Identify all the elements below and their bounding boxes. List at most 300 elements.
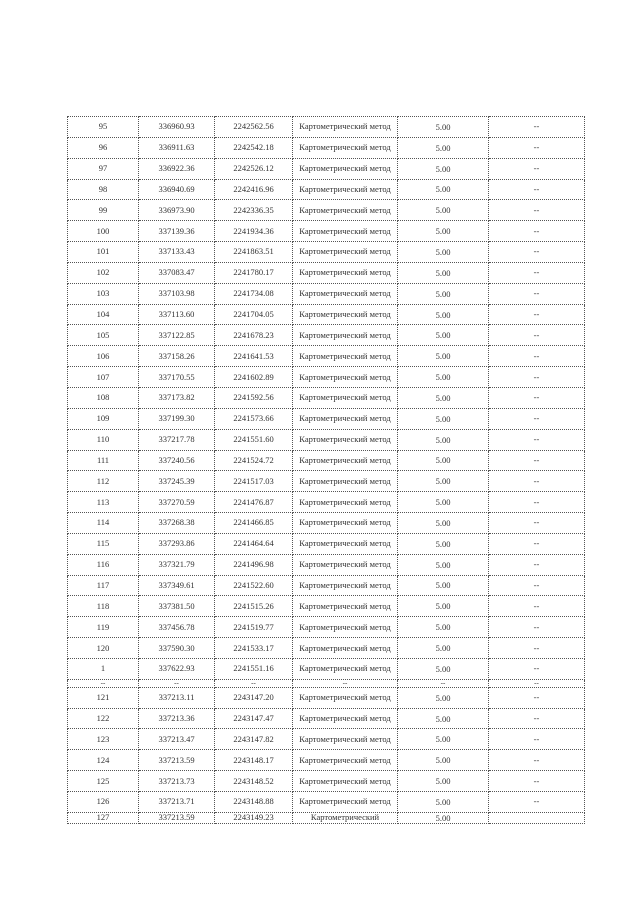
point-number: 107 bbox=[68, 367, 139, 388]
table-row bbox=[68, 554, 585, 575]
description: -- bbox=[489, 750, 585, 771]
method-cell bbox=[293, 575, 398, 596]
accuracy-cell bbox=[398, 792, 489, 813]
coord-x: 337213.59 bbox=[139, 812, 215, 823]
point-number: 125 bbox=[68, 771, 139, 792]
point-number: 108 bbox=[68, 387, 139, 408]
method-cell bbox=[293, 429, 398, 450]
accuracy-value: 5.00 bbox=[435, 663, 451, 674]
accuracy-cell bbox=[398, 179, 489, 200]
accuracy-value: 5.00 bbox=[435, 330, 451, 341]
method-cell bbox=[293, 200, 398, 221]
point-number: 127 bbox=[68, 812, 139, 823]
coord-y: 2242542.18 bbox=[215, 137, 293, 158]
coord-x: 336973.90 bbox=[139, 200, 215, 221]
coord-x: 337139.36 bbox=[139, 221, 215, 242]
coord-x: 337217.78 bbox=[139, 429, 215, 450]
method-cell bbox=[293, 304, 398, 325]
method-cell bbox=[293, 158, 398, 179]
accuracy-value: 5.00 bbox=[435, 559, 451, 570]
point-number: 126 bbox=[68, 792, 139, 813]
accuracy-value: 5.00 bbox=[435, 184, 451, 195]
table-row bbox=[68, 158, 585, 179]
coord-x: 337456.78 bbox=[139, 617, 215, 638]
method-cell bbox=[293, 492, 398, 513]
accuracy-cell bbox=[398, 367, 489, 388]
coord-y: 2243148.52 bbox=[215, 771, 293, 792]
point-number: 100 bbox=[68, 221, 139, 242]
accuracy-value: 5.00 bbox=[435, 142, 451, 153]
coord-y: 2243148.17 bbox=[215, 750, 293, 771]
description: -- bbox=[489, 429, 585, 450]
point-number: 117 bbox=[68, 575, 139, 596]
table-row bbox=[68, 812, 585, 823]
method-cell bbox=[293, 408, 398, 429]
description: -- bbox=[489, 658, 585, 679]
coord-x: 337083.47 bbox=[139, 262, 215, 283]
coord-x: 337349.61 bbox=[139, 575, 215, 596]
table-row bbox=[68, 429, 585, 450]
description: -- bbox=[489, 387, 585, 408]
separator-cell: -- bbox=[139, 679, 215, 687]
accuracy-value: 5.00 bbox=[435, 121, 451, 132]
coord-y: 2241551.60 bbox=[215, 429, 293, 450]
description: -- bbox=[489, 325, 585, 346]
separator-cell: -- bbox=[215, 679, 293, 687]
coord-x: 337381.50 bbox=[139, 596, 215, 617]
method-text: Картометрический метод bbox=[299, 413, 391, 424]
method-text: Картометрический метод bbox=[299, 496, 391, 507]
table-row bbox=[68, 617, 585, 638]
coord-y: 2242562.56 bbox=[215, 117, 293, 138]
point-number: 102 bbox=[68, 262, 139, 283]
table-row bbox=[68, 408, 585, 429]
coord-x: 337622.93 bbox=[139, 658, 215, 679]
coord-y: 2241704.05 bbox=[215, 304, 293, 325]
point-number: 122 bbox=[68, 708, 139, 729]
method-cell bbox=[293, 617, 398, 638]
method-cell bbox=[293, 179, 398, 200]
coord-x: 337293.86 bbox=[139, 533, 215, 554]
table-row bbox=[68, 687, 585, 708]
description: -- bbox=[489, 617, 585, 638]
coord-y: 2241519.77 bbox=[215, 617, 293, 638]
point-number: 96 bbox=[68, 137, 139, 158]
accuracy-cell bbox=[398, 812, 489, 823]
coord-x: 337122.85 bbox=[139, 325, 215, 346]
coord-x: 336960.93 bbox=[139, 117, 215, 138]
coord-x: 337113.60 bbox=[139, 304, 215, 325]
coord-x: 337268.38 bbox=[139, 513, 215, 534]
coord-x: 337158.26 bbox=[139, 346, 215, 367]
table-row bbox=[68, 658, 585, 679]
method-cell bbox=[293, 533, 398, 554]
accuracy-value: 5.00 bbox=[435, 455, 451, 466]
accuracy-value: 5.00 bbox=[435, 372, 451, 383]
table-row bbox=[68, 242, 585, 263]
accuracy-value: 5.00 bbox=[435, 776, 451, 787]
coord-x: 337103.98 bbox=[139, 283, 215, 304]
accuracy-cell bbox=[398, 137, 489, 158]
table-row bbox=[68, 638, 585, 659]
point-number: 109 bbox=[68, 408, 139, 429]
table-row bbox=[68, 117, 585, 138]
description: -- bbox=[489, 450, 585, 471]
description: -- bbox=[489, 200, 585, 221]
method-cell bbox=[293, 729, 398, 750]
coord-y: 2241573.66 bbox=[215, 408, 293, 429]
description: -- bbox=[489, 367, 585, 388]
accuracy-cell bbox=[398, 242, 489, 263]
method-cell bbox=[293, 262, 398, 283]
method-text: Картометрический метод bbox=[299, 754, 391, 765]
coord-x: 337199.30 bbox=[139, 408, 215, 429]
method-text: Картометрический метод bbox=[299, 713, 391, 724]
separator-row bbox=[68, 679, 585, 687]
point-number: 111 bbox=[68, 450, 139, 471]
method-cell bbox=[293, 658, 398, 679]
coord-y: 2241466.85 bbox=[215, 513, 293, 534]
separator-cell: -- bbox=[398, 679, 489, 687]
accuracy-value: 5.00 bbox=[435, 267, 451, 278]
coord-y: 2242336.35 bbox=[215, 200, 293, 221]
coord-x: 337270.59 bbox=[139, 492, 215, 513]
method-cell bbox=[293, 387, 398, 408]
accuracy-cell bbox=[398, 408, 489, 429]
point-number: 95 bbox=[68, 117, 139, 138]
table-row bbox=[68, 346, 585, 367]
method-cell bbox=[293, 283, 398, 304]
point-number: 123 bbox=[68, 729, 139, 750]
point-number: 103 bbox=[68, 283, 139, 304]
separator-cell: -- bbox=[68, 679, 139, 687]
coord-x: 337245.39 bbox=[139, 471, 215, 492]
coord-y: 2241602.89 bbox=[215, 367, 293, 388]
accuracy-cell bbox=[398, 283, 489, 304]
accuracy-cell bbox=[398, 533, 489, 554]
coord-y: 2241780.17 bbox=[215, 262, 293, 283]
accuracy-cell bbox=[398, 575, 489, 596]
method-text: Картометрический метод bbox=[299, 733, 391, 744]
point-number: 112 bbox=[68, 471, 139, 492]
description: -- bbox=[489, 638, 585, 659]
method-cell bbox=[293, 812, 398, 823]
coord-y: 2241476.87 bbox=[215, 492, 293, 513]
method-text: Картометрический метод bbox=[299, 142, 391, 153]
accuracy-value: 5.00 bbox=[435, 517, 451, 528]
separator-cell: -- bbox=[293, 679, 398, 687]
description: -- bbox=[489, 408, 585, 429]
description: -- bbox=[489, 179, 585, 200]
method-text: Картометрический метод bbox=[299, 350, 391, 361]
method-cell bbox=[293, 687, 398, 708]
method-text: Картометрический метод bbox=[299, 392, 391, 403]
description: -- bbox=[489, 533, 585, 554]
coord-y: 2241863.51 bbox=[215, 242, 293, 263]
coord-x: 337321.79 bbox=[139, 554, 215, 575]
method-text: Картометрический метод bbox=[299, 329, 391, 340]
accuracy-value: 5.00 bbox=[435, 497, 451, 508]
description: -- bbox=[489, 687, 585, 708]
accuracy-cell bbox=[398, 262, 489, 283]
accuracy-cell bbox=[398, 346, 489, 367]
point-number: 118 bbox=[68, 596, 139, 617]
table-row bbox=[68, 596, 585, 617]
accuracy-value: 5.00 bbox=[435, 413, 451, 424]
point-number: 113 bbox=[68, 492, 139, 513]
accuracy-cell bbox=[398, 750, 489, 771]
description: -- bbox=[489, 771, 585, 792]
table-row bbox=[68, 304, 585, 325]
method-cell bbox=[293, 325, 398, 346]
point-number: 110 bbox=[68, 429, 139, 450]
coord-x: 337213.47 bbox=[139, 729, 215, 750]
coord-y: 2241678.23 bbox=[215, 325, 293, 346]
method-text: Картометрический метод bbox=[299, 642, 391, 653]
description: -- bbox=[489, 283, 585, 304]
accuracy-cell bbox=[398, 729, 489, 750]
accuracy-cell bbox=[398, 158, 489, 179]
coord-y: 2241551.16 bbox=[215, 658, 293, 679]
accuracy-cell bbox=[398, 492, 489, 513]
coord-y: 2243147.20 bbox=[215, 687, 293, 708]
accuracy-value: 5.00 bbox=[435, 434, 451, 445]
table-row bbox=[68, 729, 585, 750]
method-cell bbox=[293, 708, 398, 729]
coord-x: 337240.56 bbox=[139, 450, 215, 471]
method-text: Картометрический метод bbox=[299, 121, 391, 132]
method-text: Картометрический метод bbox=[299, 434, 391, 445]
description: -- bbox=[489, 262, 585, 283]
coord-y: 2243149.23 bbox=[215, 812, 293, 823]
description: -- bbox=[489, 117, 585, 138]
method-cell bbox=[293, 117, 398, 138]
table-row bbox=[68, 771, 585, 792]
coord-x: 337590.30 bbox=[139, 638, 215, 659]
method-cell bbox=[293, 137, 398, 158]
coord-x: 337213.36 bbox=[139, 708, 215, 729]
method-text: Картометрический метод bbox=[299, 692, 391, 703]
method-cell bbox=[293, 450, 398, 471]
method-cell bbox=[293, 771, 398, 792]
table-row bbox=[68, 708, 585, 729]
table-row bbox=[68, 750, 585, 771]
accuracy-value: 5.00 bbox=[435, 205, 451, 216]
description: -- bbox=[489, 346, 585, 367]
accuracy-value: 5.00 bbox=[435, 288, 451, 299]
coord-x: 336922.36 bbox=[139, 158, 215, 179]
point-number: 101 bbox=[68, 242, 139, 263]
accuracy-cell bbox=[398, 687, 489, 708]
coord-y: 2241734.08 bbox=[215, 283, 293, 304]
method-cell bbox=[293, 792, 398, 813]
accuracy-value: 5.00 bbox=[435, 601, 451, 612]
table-row bbox=[68, 179, 585, 200]
accuracy-value: 5.00 bbox=[435, 755, 451, 766]
table-row bbox=[68, 513, 585, 534]
accuracy-value: 5.00 bbox=[435, 643, 451, 654]
separator-cell: -- bbox=[489, 679, 585, 687]
point-number: 97 bbox=[68, 158, 139, 179]
method-text: Картометрический метод bbox=[299, 267, 391, 278]
coord-y: 2241524.72 bbox=[215, 450, 293, 471]
coord-x: 336911.63 bbox=[139, 137, 215, 158]
coord-y: 2243148.88 bbox=[215, 792, 293, 813]
coord-y: 2242416.96 bbox=[215, 179, 293, 200]
accuracy-value: 5.00 bbox=[435, 476, 451, 487]
method-text: Картометрический метод bbox=[299, 225, 391, 236]
method-text: Картометрический метод bbox=[299, 371, 391, 382]
method-text: Картометрический метод bbox=[299, 621, 391, 632]
accuracy-value: 5.00 bbox=[435, 163, 451, 174]
coord-x: 337133.43 bbox=[139, 242, 215, 263]
method-text: Картометрический метод bbox=[299, 475, 391, 486]
accuracy-cell bbox=[398, 513, 489, 534]
method-text: Картометрический метод bbox=[299, 538, 391, 549]
accuracy-value: 5.00 bbox=[435, 622, 451, 633]
accuracy-value: 5.00 bbox=[435, 538, 451, 549]
coord-y: 2241515.26 bbox=[215, 596, 293, 617]
point-number: 121 bbox=[68, 687, 139, 708]
coord-y: 2241641.53 bbox=[215, 346, 293, 367]
coord-y: 2241496.98 bbox=[215, 554, 293, 575]
method-text: Картометрический метод bbox=[299, 183, 391, 194]
description: -- bbox=[489, 708, 585, 729]
point-number: 104 bbox=[68, 304, 139, 325]
coord-y: 2241517.03 bbox=[215, 471, 293, 492]
coord-y: 2243147.82 bbox=[215, 729, 293, 750]
method-text: Картометрический метод bbox=[299, 163, 391, 174]
description: -- bbox=[489, 792, 585, 813]
accuracy-cell bbox=[398, 200, 489, 221]
table-row bbox=[68, 533, 585, 554]
accuracy-cell bbox=[398, 771, 489, 792]
description: -- bbox=[489, 513, 585, 534]
method-text: Картометрический метод bbox=[299, 454, 391, 465]
method-text: Картометрический метод bbox=[299, 559, 391, 570]
description: -- bbox=[489, 242, 585, 263]
table-row bbox=[68, 283, 585, 304]
table-row bbox=[68, 200, 585, 221]
table-row bbox=[68, 387, 585, 408]
coord-x: 337213.59 bbox=[139, 750, 215, 771]
table-row bbox=[68, 492, 585, 513]
table-row bbox=[68, 221, 585, 242]
coord-x: 336940.69 bbox=[139, 179, 215, 200]
method-text: Картометрический метод bbox=[299, 309, 391, 320]
accuracy-cell bbox=[398, 596, 489, 617]
table-row bbox=[68, 450, 585, 471]
accuracy-cell bbox=[398, 325, 489, 346]
accuracy-value: 5.00 bbox=[435, 392, 451, 403]
accuracy-cell bbox=[398, 554, 489, 575]
method-text: Картометрический метод bbox=[299, 204, 391, 215]
table-row bbox=[68, 325, 585, 346]
method-text: Картометрический метод bbox=[299, 246, 391, 257]
method-cell bbox=[293, 242, 398, 263]
description: -- bbox=[489, 304, 585, 325]
description: -- bbox=[489, 554, 585, 575]
accuracy-value: 5.00 bbox=[435, 692, 451, 703]
table-row bbox=[68, 367, 585, 388]
coord-x: 337173.82 bbox=[139, 387, 215, 408]
accuracy-cell bbox=[398, 471, 489, 492]
point-number: 98 bbox=[68, 179, 139, 200]
method-text: Картометрический метод bbox=[299, 517, 391, 528]
point-number: 119 bbox=[68, 617, 139, 638]
table-row bbox=[68, 262, 585, 283]
coord-y: 2241522.60 bbox=[215, 575, 293, 596]
coord-x: 337213.11 bbox=[139, 687, 215, 708]
method-text: Картометрический метод bbox=[299, 663, 391, 674]
point-number: 99 bbox=[68, 200, 139, 221]
coord-x: 337170.55 bbox=[139, 367, 215, 388]
method-text: Картометрический метод bbox=[299, 600, 391, 611]
method-cell bbox=[293, 638, 398, 659]
point-number: 105 bbox=[68, 325, 139, 346]
point-number: 115 bbox=[68, 533, 139, 554]
method-text: Картометрический метод bbox=[299, 775, 391, 786]
method-text: Картометрический метод bbox=[299, 579, 391, 590]
accuracy-cell bbox=[398, 117, 489, 138]
accuracy-value: 5.00 bbox=[435, 713, 451, 724]
accuracy-cell bbox=[398, 304, 489, 325]
point-number: 114 bbox=[68, 513, 139, 534]
method-cell bbox=[293, 554, 398, 575]
accuracy-value: 5.00 bbox=[435, 580, 451, 591]
method-text: Картометрический метод bbox=[299, 796, 391, 807]
accuracy-value: 5.00 bbox=[435, 351, 451, 362]
coord-y: 2241464.64 bbox=[215, 533, 293, 554]
accuracy-value: 5.00 bbox=[435, 796, 451, 807]
accuracy-value: 5.00 bbox=[435, 226, 451, 237]
method-cell bbox=[293, 221, 398, 242]
description: -- bbox=[489, 492, 585, 513]
coord-x: 337213.71 bbox=[139, 792, 215, 813]
description: -- bbox=[489, 221, 585, 242]
accuracy-cell bbox=[398, 617, 489, 638]
point-number: 106 bbox=[68, 346, 139, 367]
point-number: 124 bbox=[68, 750, 139, 771]
description bbox=[489, 812, 585, 823]
method-cell bbox=[293, 346, 398, 367]
accuracy-value: 5.00 bbox=[435, 734, 451, 745]
point-number: 116 bbox=[68, 554, 139, 575]
description: -- bbox=[489, 471, 585, 492]
accuracy-cell bbox=[398, 638, 489, 659]
method-text: Картометрический bbox=[310, 812, 380, 822]
method-text: Картометрический метод bbox=[299, 288, 391, 299]
table-row bbox=[68, 792, 585, 813]
table-row bbox=[68, 471, 585, 492]
description: -- bbox=[489, 575, 585, 596]
method-cell bbox=[293, 367, 398, 388]
coord-y: 2241533.17 bbox=[215, 638, 293, 659]
coord-y: 2242526.12 bbox=[215, 158, 293, 179]
accuracy-cell bbox=[398, 450, 489, 471]
accuracy-cell bbox=[398, 387, 489, 408]
accuracy-value: 5.00 bbox=[435, 812, 451, 823]
method-cell bbox=[293, 750, 398, 771]
accuracy-cell bbox=[398, 221, 489, 242]
coord-x: 337213.73 bbox=[139, 771, 215, 792]
coordinates-table bbox=[67, 116, 585, 824]
coord-y: 2241592.56 bbox=[215, 387, 293, 408]
table-row bbox=[68, 575, 585, 596]
method-cell bbox=[293, 596, 398, 617]
point-number: 1 bbox=[68, 658, 139, 679]
accuracy-value: 5.00 bbox=[435, 246, 451, 257]
